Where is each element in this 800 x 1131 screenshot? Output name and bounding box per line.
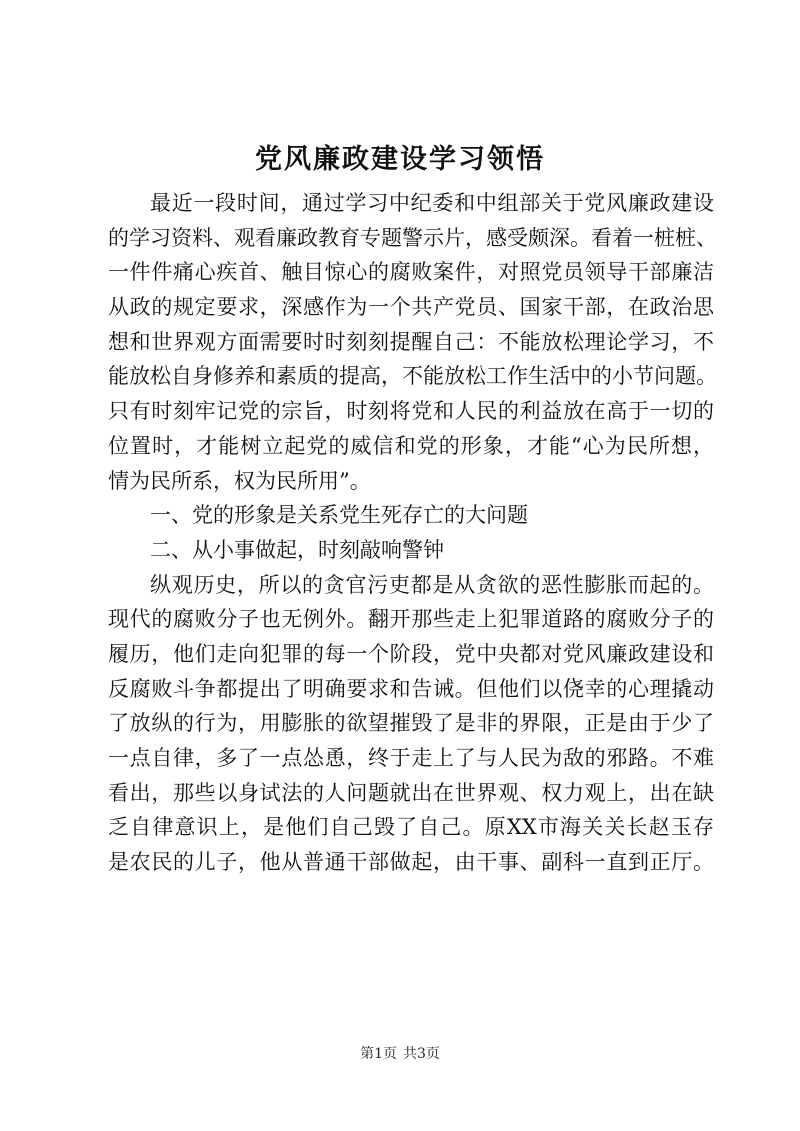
paragraph-line: 现代的腐败分子也无例外。翻开那些走上犯罪道路的腐败分子的 bbox=[108, 607, 714, 632]
paragraph-line: 看出，那些以身试法的人问题就出在世界观、权力观上，出在缺 bbox=[108, 780, 714, 805]
paragraph-line: 是农民的儿子，他从普通干部做起，由干事、副科一直到正厅。 bbox=[108, 850, 714, 875]
section-heading-1: 一、党的形象是关系党生死存亡的大问题 bbox=[150, 503, 528, 528]
paragraph-line: 纵观历史，所以的贪官污吏都是从贪欲的恶性膨胀而起的。 bbox=[150, 572, 714, 597]
paragraph-line: 情为民所系，权为民所用”。 bbox=[108, 468, 371, 493]
paragraph-line: 只有时刻牢记党的宗旨，时刻将党和人民的利益放在高于一切的 bbox=[108, 399, 714, 424]
paragraph-line: 想和世界观方面需要时时刻刻提醒自己：不能放松理论学习，不 bbox=[108, 329, 714, 354]
paragraph-line: 从政的规定要求，深感作为一个共产党员、国家干部，在政治思 bbox=[108, 295, 714, 320]
paragraph-line: 最近一段时间，通过学习中纪委和中组部关于党风廉政建设 bbox=[150, 191, 714, 215]
paragraph-line: 反腐败斗争都提出了明确要求和告诫。但他们以侥幸的心理撬动 bbox=[108, 676, 714, 701]
paragraph-line: 乏自律意识上，是他们自己毁了自己。原XX市海关关长赵玉存 bbox=[108, 815, 714, 840]
paragraph-line: 位置时，才能树立起党的威信和党的形象，才能“心为民所想， bbox=[108, 433, 714, 458]
paragraph-line: 能放松自身修养和素质的提高，不能放松工作生活中的小节问题。 bbox=[108, 364, 717, 389]
page-number: 第1页 bbox=[360, 1046, 397, 1062]
section-heading-2: 二、从小事做起，时刻敲响警钟 bbox=[150, 537, 444, 562]
page-footer bbox=[0, 1044, 800, 1064]
paragraph-line: 了放纵的行为，用膨胀的欲望摧毁了是非的界限，正是由于少了 bbox=[108, 711, 714, 736]
paragraph-line: 履历，他们走向犯罪的每一个阶段，党中央都对党风廉政建设和 bbox=[108, 641, 714, 666]
page-total: 共3页 bbox=[403, 1046, 440, 1062]
document-title: 党风廉政建设学习领悟 bbox=[255, 144, 545, 175]
paragraph-line: 一件件痛心疾首、触目惊心的腐败案件，对照党员领导干部廉洁 bbox=[108, 260, 714, 285]
paragraph-line: 的学习资料、观看廉政教育专题警示片，感受颇深。看着一桩桩、 bbox=[108, 225, 717, 250]
document-body bbox=[108, 186, 717, 880]
paragraph-line: 一点自律，多了一点怂恿，终于走上了与人民为敌的邪路。不难 bbox=[108, 746, 714, 770]
